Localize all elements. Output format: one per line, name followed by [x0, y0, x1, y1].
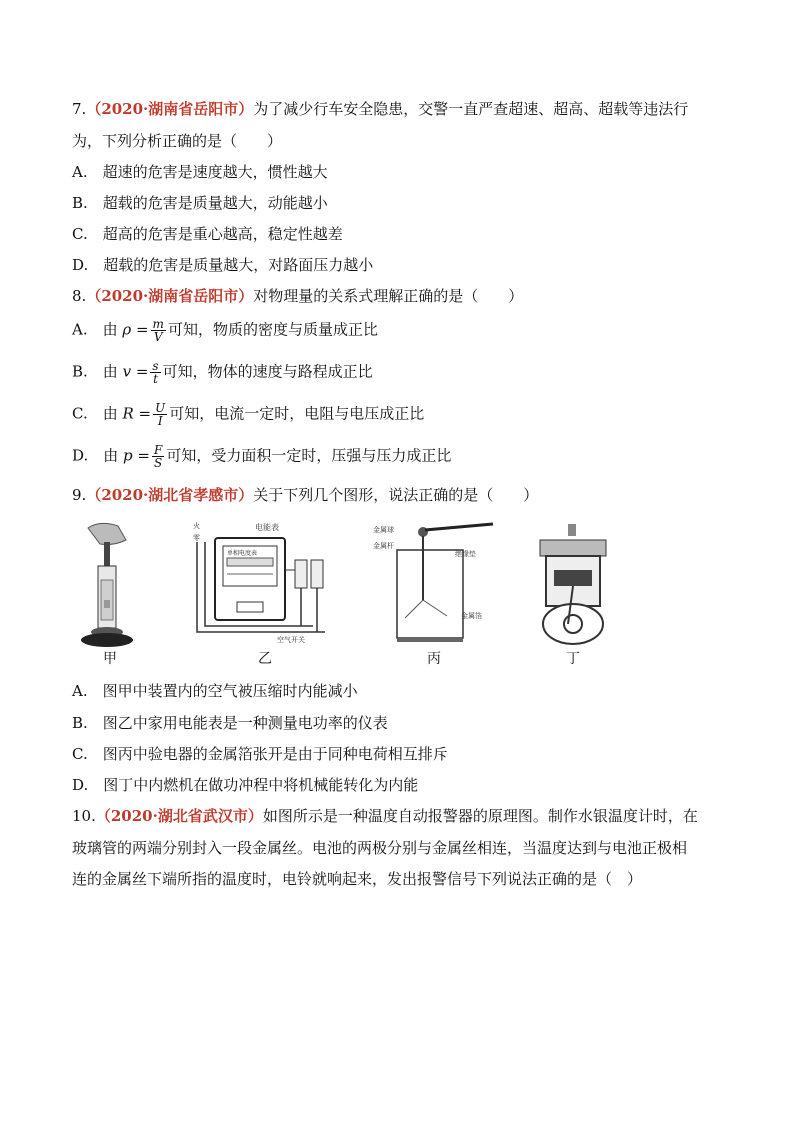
fraction-numerator: s: [152, 359, 159, 373]
figure-label-ding: 丁: [566, 651, 580, 667]
q9-option-c: C. 图丙中验电器的金属箔张开是由于同种电荷相互排斥: [72, 745, 448, 763]
q7-stem-line1: [72, 99, 688, 119]
switch-label: 空气开关: [277, 636, 305, 644]
fraction-numerator: U: [155, 401, 166, 415]
figure-label-jia: 甲: [103, 651, 117, 667]
meter-label: 单相电度表: [227, 550, 258, 557]
metal-ball-label: 金属球: [373, 526, 394, 534]
q10-number: 10.: [72, 807, 96, 825]
q9-option-b: B. 图乙中家用电能表是一种测量电功率的仪表: [72, 714, 388, 732]
insulator-label: 绝缘垫: [455, 550, 476, 558]
q10-stem-line1: [72, 806, 698, 826]
option-text: 可知，物质的密度与质量成正比: [167, 320, 378, 339]
formula-fraction: [150, 360, 160, 385]
metal-rod-label: 金属杆: [373, 542, 394, 550]
q7-option-a: A. 超速的危害是速度越大，惯性越大: [72, 163, 328, 181]
q7-option-d: D. 超载的危害是质量越大，对路面压力越小: [72, 256, 374, 274]
q8-number: 8.: [72, 287, 87, 305]
q8-option-a: [72, 318, 378, 343]
q7-source: （2020·湖南省岳阳市）: [86, 100, 254, 118]
option-text: 可知，物体的速度与路程成正比: [162, 362, 373, 381]
svg-text:零: 零: [193, 534, 200, 542]
formula-lhs: ρ =: [122, 320, 149, 339]
fraction-denominator: S: [154, 456, 163, 470]
q9-number: 9.: [72, 486, 87, 504]
q10-source: （2020·湖北省武汉市）: [95, 807, 263, 825]
fraction-numerator: F: [154, 443, 163, 457]
formula-fraction: [152, 444, 164, 469]
q10-stem-line2: 玻璃管的两端分别封入一段金属丝。电池的两极分别与金属丝相连，当温度达到与电池正极相: [72, 839, 688, 857]
q7-option-c: C. 超高的危害是重心越高，稳定性越差: [72, 225, 343, 243]
q9-source: （2020·湖北省孝感市）: [86, 486, 254, 504]
formula-lhs: p =: [123, 446, 150, 465]
q10-stem-line3: 连的金属丝下端所指的温度时，电铃就响起来，发出报警信号下列说法正确的是（ ）: [72, 870, 643, 888]
formula-lhs: R =: [122, 404, 152, 423]
svg-text:火: 火: [193, 522, 200, 530]
q9-stem: [72, 485, 538, 505]
q10-stem-text1: 如图所示是一种温度自动报警器的原理图。制作水银温度计时，在: [262, 807, 698, 825]
q9-option-a: A. 图甲中装置内的空气被压缩时内能减小: [72, 682, 358, 700]
q8-stem: [72, 286, 523, 306]
q8-option-d: [72, 444, 451, 469]
q9-stem-text: 关于下列几个图形，说法正确的是（ ）: [253, 486, 539, 504]
option-label: A. 由: [72, 320, 118, 339]
q7-stem-line2: 为，下列分析正确的是（ ）: [72, 132, 283, 150]
q7-stem-text1: 为了减少行车安全隐患，交警一直严查超速、超高、超载等违法行: [253, 100, 689, 118]
q7-option-b: B. 超载的危害是质量越大，动能越小: [72, 194, 328, 212]
option-label: B. 由: [72, 362, 118, 381]
meter-title-label: 电能表: [255, 523, 279, 532]
q8-option-b: [72, 360, 373, 385]
formula-fraction: [153, 402, 167, 427]
foil-label: 金属箔: [461, 612, 482, 620]
q8-option-c: [72, 402, 424, 427]
fraction-denominator: V: [153, 330, 163, 344]
option-label: C. 由: [72, 404, 118, 423]
fraction-numerator: m: [152, 317, 164, 331]
figure-jia-compression-device: [70, 520, 150, 648]
q8-source: （2020·湖南省岳阳市）: [86, 287, 254, 305]
fraction-denominator: I: [157, 414, 163, 428]
q9-option-d: D. 图丁中内燃机在做功冲程中将机械能转化为内能: [72, 776, 419, 794]
q8-stem-text: 对物理量的关系式理解正确的是（ ）: [253, 287, 524, 305]
figure-bing-electroscope: [365, 520, 505, 648]
formula-lhs: v =: [122, 362, 149, 381]
figure-label-bing: 丙: [427, 651, 441, 667]
option-label: D. 由: [72, 446, 119, 465]
figure-ding-engine: [528, 520, 618, 648]
figure-label-yi: 乙: [258, 651, 272, 667]
option-text: 可知，受力面积一定时，压强与压力成正比: [166, 446, 452, 465]
option-text: 可知，电流一定时，电阻与电压成正比: [169, 404, 425, 423]
fraction-denominator: t: [153, 372, 158, 386]
formula-fraction: [151, 318, 166, 343]
q7-number: 7.: [72, 100, 87, 118]
figure-yi-electric-meter: [185, 520, 345, 648]
